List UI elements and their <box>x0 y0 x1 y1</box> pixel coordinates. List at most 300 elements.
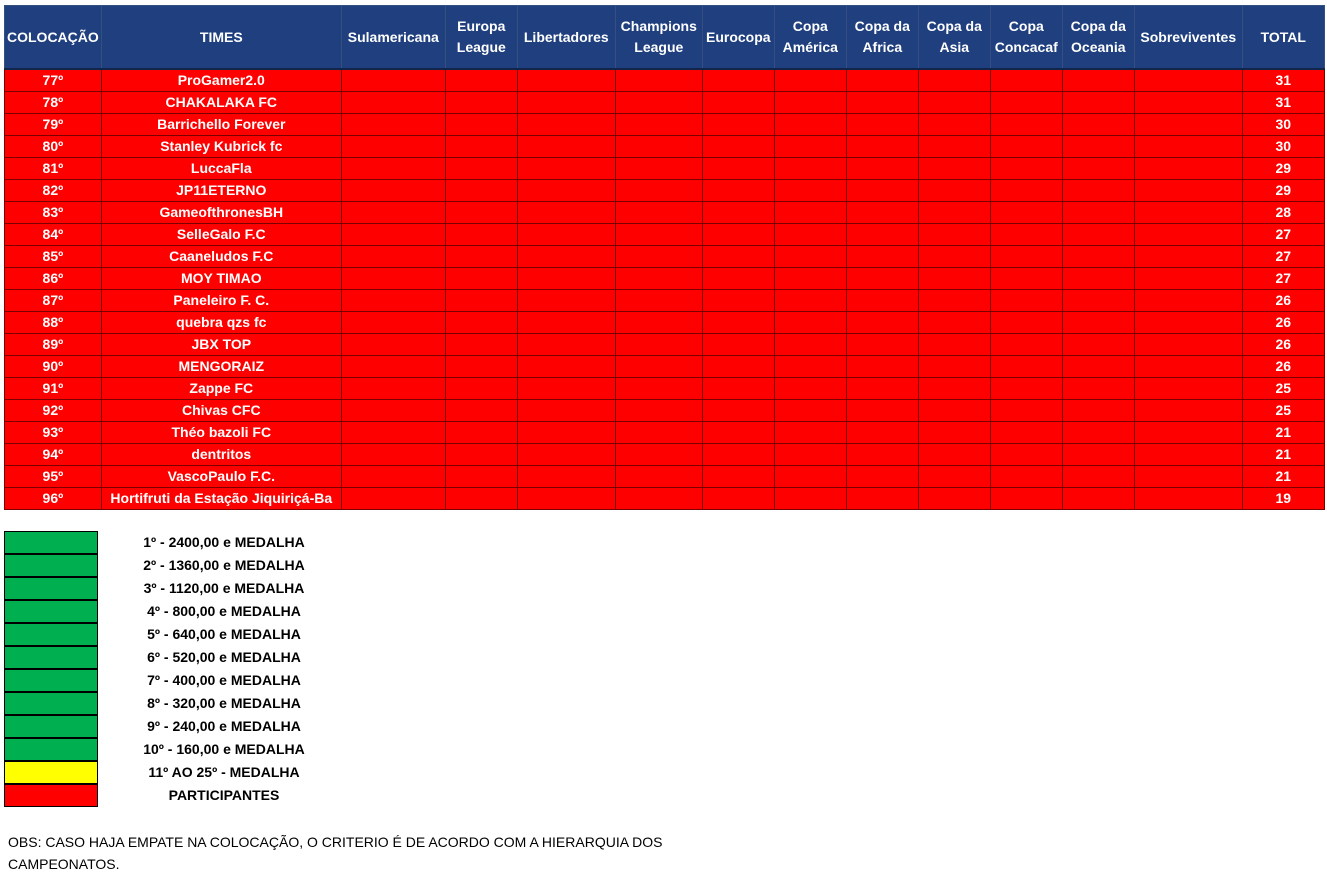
score-cell <box>445 136 517 158</box>
table-row <box>5 69 1325 92</box>
legend-label: PARTICIPANTES <box>168 787 280 803</box>
score-cell <box>846 268 918 290</box>
score-cell <box>990 180 1062 202</box>
score-cell <box>918 312 990 334</box>
team-cell: JP11ETERNO <box>101 180 341 202</box>
score-cell <box>1062 224 1134 246</box>
position-cell: 86º <box>5 268 102 290</box>
total-cell: 27 <box>1242 268 1324 290</box>
score-cell <box>1134 312 1242 334</box>
team-cell: ProGamer2.0 <box>101 69 341 92</box>
score-cell <box>774 400 846 422</box>
score-cell <box>445 466 517 488</box>
score-cell <box>1134 334 1242 356</box>
header-total: TOTAL <box>1242 6 1324 70</box>
score-cell <box>1062 158 1134 180</box>
legend-item <box>4 646 404 669</box>
header-copa-oceania: Copa da Oceania <box>1062 6 1134 70</box>
legend-label: 6º - 520,00 e MEDALHA <box>147 649 301 665</box>
legend-label: 7º - 400,00 e MEDALHA <box>147 672 301 688</box>
score-cell <box>918 158 990 180</box>
legend-item <box>4 531 404 554</box>
total-cell: 28 <box>1242 202 1324 224</box>
score-cell <box>918 268 990 290</box>
header-eurocopa: Eurocopa <box>702 6 774 70</box>
header-copa-america: Copa América <box>774 6 846 70</box>
legend-label: 4º - 800,00 e MEDALHA <box>147 603 301 619</box>
score-cell <box>341 202 445 224</box>
total-cell: 25 <box>1242 378 1324 400</box>
score-cell <box>1134 92 1242 114</box>
score-cell <box>702 312 774 334</box>
score-cell <box>990 246 1062 268</box>
header-colocacao: COLOCAÇÃO <box>5 6 102 70</box>
score-cell <box>1134 422 1242 444</box>
score-cell <box>990 114 1062 136</box>
score-cell <box>615 224 702 246</box>
score-cell <box>1062 466 1134 488</box>
legend-swatch <box>4 623 98 646</box>
header-champions-league: Champions League <box>615 6 702 70</box>
position-cell: 79º <box>5 114 102 136</box>
score-cell <box>341 444 445 466</box>
score-cell <box>615 466 702 488</box>
score-cell <box>990 69 1062 92</box>
score-cell <box>702 488 774 510</box>
score-cell <box>918 92 990 114</box>
score-cell <box>615 356 702 378</box>
legend-label: 2º - 1360,00 e MEDALHA <box>143 557 305 573</box>
team-cell: LuccaFla <box>101 158 341 180</box>
total-cell: 26 <box>1242 356 1324 378</box>
score-cell <box>445 312 517 334</box>
score-cell <box>517 136 615 158</box>
score-cell <box>846 202 918 224</box>
legend-label: 5º - 640,00 e MEDALHA <box>147 626 301 642</box>
legend-label: 11º AO 25º - MEDALHA <box>148 764 300 780</box>
score-cell <box>1134 69 1242 92</box>
score-cell <box>615 378 702 400</box>
score-cell <box>774 224 846 246</box>
score-cell <box>990 158 1062 180</box>
legend-item <box>4 669 404 692</box>
score-cell <box>341 378 445 400</box>
score-cell <box>702 334 774 356</box>
score-cell <box>846 422 918 444</box>
table-row <box>5 180 1325 202</box>
table-row <box>5 444 1325 466</box>
team-cell: JBX TOP <box>101 334 341 356</box>
score-cell <box>702 356 774 378</box>
table-row <box>5 312 1325 334</box>
score-cell <box>1134 400 1242 422</box>
score-cell <box>445 224 517 246</box>
position-cell: 87º <box>5 290 102 312</box>
score-cell <box>517 400 615 422</box>
table-row <box>5 114 1325 136</box>
total-cell: 29 <box>1242 158 1324 180</box>
score-cell <box>445 268 517 290</box>
position-cell: 92º <box>5 400 102 422</box>
score-cell <box>1134 114 1242 136</box>
score-cell <box>1134 268 1242 290</box>
legend-swatch <box>4 554 98 577</box>
score-cell <box>702 400 774 422</box>
score-cell <box>517 422 615 444</box>
legend-item <box>4 738 404 761</box>
total-cell: 26 <box>1242 312 1324 334</box>
score-cell <box>702 92 774 114</box>
table-row <box>5 268 1325 290</box>
score-cell <box>846 444 918 466</box>
team-cell: Hortifruti da Estação Jiquiriçá-Ba <box>101 488 341 510</box>
position-cell: 89º <box>5 334 102 356</box>
score-cell <box>846 246 918 268</box>
score-cell <box>445 488 517 510</box>
score-cell <box>445 114 517 136</box>
score-cell <box>1134 180 1242 202</box>
header-sulamericana: Sulamericana <box>341 6 445 70</box>
score-cell <box>1062 444 1134 466</box>
score-cell <box>615 290 702 312</box>
score-cell <box>846 180 918 202</box>
score-cell <box>702 158 774 180</box>
score-cell <box>1062 69 1134 92</box>
ranking-table <box>4 5 1325 510</box>
team-cell: Stanley Kubrick fc <box>101 136 341 158</box>
table-row <box>5 400 1325 422</box>
score-cell <box>517 92 615 114</box>
table-row <box>5 356 1325 378</box>
score-cell <box>846 92 918 114</box>
score-cell <box>517 224 615 246</box>
score-cell <box>517 158 615 180</box>
score-cell <box>341 422 445 444</box>
table-row <box>5 334 1325 356</box>
score-cell <box>445 444 517 466</box>
score-cell <box>615 268 702 290</box>
score-cell <box>846 356 918 378</box>
score-cell <box>918 290 990 312</box>
score-cell <box>846 224 918 246</box>
position-cell: 83º <box>5 202 102 224</box>
score-cell <box>774 92 846 114</box>
score-cell <box>702 69 774 92</box>
score-cell <box>341 356 445 378</box>
total-cell: 31 <box>1242 92 1324 114</box>
table-row <box>5 290 1325 312</box>
score-cell <box>341 246 445 268</box>
score-cell <box>846 136 918 158</box>
legend-swatch <box>4 715 98 738</box>
total-cell: 31 <box>1242 69 1324 92</box>
total-cell: 26 <box>1242 334 1324 356</box>
score-cell <box>615 246 702 268</box>
legend-swatch <box>4 784 98 807</box>
legend-swatch <box>4 531 98 554</box>
score-cell <box>918 69 990 92</box>
score-cell <box>918 136 990 158</box>
legend-item <box>4 600 404 623</box>
score-cell <box>445 202 517 224</box>
score-cell <box>990 268 1062 290</box>
position-cell: 95º <box>5 466 102 488</box>
score-cell <box>615 114 702 136</box>
score-cell <box>517 444 615 466</box>
total-cell: 26 <box>1242 290 1324 312</box>
legend-item <box>4 715 404 738</box>
score-cell <box>774 268 846 290</box>
score-cell <box>341 92 445 114</box>
score-cell <box>702 136 774 158</box>
score-cell <box>1062 136 1134 158</box>
score-cell <box>1062 92 1134 114</box>
score-cell <box>445 334 517 356</box>
score-cell <box>341 136 445 158</box>
legend-swatch <box>4 738 98 761</box>
prize-legend <box>4 531 404 807</box>
score-cell <box>517 378 615 400</box>
score-cell <box>445 69 517 92</box>
table-row <box>5 488 1325 510</box>
score-cell <box>1134 202 1242 224</box>
score-cell <box>615 422 702 444</box>
team-cell: Paneleiro F. C. <box>101 290 341 312</box>
legend-item <box>4 761 404 784</box>
score-cell <box>615 488 702 510</box>
team-cell: Barrichello Forever <box>101 114 341 136</box>
score-cell <box>1134 136 1242 158</box>
team-cell: CHAKALAKA FC <box>101 92 341 114</box>
table-row <box>5 136 1325 158</box>
total-cell: 25 <box>1242 400 1324 422</box>
score-cell <box>1134 290 1242 312</box>
score-cell <box>774 422 846 444</box>
score-cell <box>341 268 445 290</box>
team-cell: GameofthronesBH <box>101 202 341 224</box>
tiebreak-note: OBS: CASO HAJA EMPATE NA COLOCAÇÃO, O CRITERIO É DE ACORDO COM A HIERARQUIA DOS CAMPEONATOS. <box>8 834 663 872</box>
score-cell <box>445 158 517 180</box>
position-cell: 91º <box>5 378 102 400</box>
legend-label: 10º - 160,00 e MEDALHA <box>143 741 305 757</box>
score-cell <box>1062 180 1134 202</box>
score-cell <box>1062 268 1134 290</box>
position-cell: 88º <box>5 312 102 334</box>
score-cell <box>445 290 517 312</box>
score-cell <box>702 114 774 136</box>
position-cell: 77º <box>5 69 102 92</box>
score-cell <box>1062 400 1134 422</box>
score-cell <box>702 202 774 224</box>
score-cell <box>774 334 846 356</box>
score-cell <box>445 400 517 422</box>
score-cell <box>517 334 615 356</box>
position-cell: 81º <box>5 158 102 180</box>
table-row <box>5 422 1325 444</box>
score-cell <box>774 378 846 400</box>
score-cell <box>1062 488 1134 510</box>
legend-swatch <box>4 669 98 692</box>
score-cell <box>918 422 990 444</box>
score-cell <box>846 400 918 422</box>
score-cell <box>517 246 615 268</box>
legend-item <box>4 554 404 577</box>
score-cell <box>990 136 1062 158</box>
score-cell <box>341 69 445 92</box>
score-cell <box>445 356 517 378</box>
score-cell <box>341 312 445 334</box>
total-cell: 21 <box>1242 444 1324 466</box>
score-cell <box>517 180 615 202</box>
team-cell: dentritos <box>101 444 341 466</box>
table-row <box>5 158 1325 180</box>
score-cell <box>1062 290 1134 312</box>
score-cell <box>1062 422 1134 444</box>
team-cell: VascoPaulo F.C. <box>101 466 341 488</box>
team-cell: MENGORAIZ <box>101 356 341 378</box>
legend-swatch <box>4 600 98 623</box>
score-cell <box>1062 114 1134 136</box>
score-cell <box>990 356 1062 378</box>
score-cell <box>990 290 1062 312</box>
team-cell: Chivas CFC <box>101 400 341 422</box>
score-cell <box>918 378 990 400</box>
position-cell: 93º <box>5 422 102 444</box>
score-cell <box>1062 312 1134 334</box>
score-cell <box>774 180 846 202</box>
total-cell: 21 <box>1242 466 1324 488</box>
table-row <box>5 246 1325 268</box>
score-cell <box>1134 466 1242 488</box>
score-cell <box>615 444 702 466</box>
score-cell <box>615 92 702 114</box>
team-cell: Théo bazoli FC <box>101 422 341 444</box>
total-cell: 29 <box>1242 180 1324 202</box>
score-cell <box>918 334 990 356</box>
score-cell <box>1062 202 1134 224</box>
score-cell <box>1062 246 1134 268</box>
table-row <box>5 202 1325 224</box>
score-cell <box>774 136 846 158</box>
legend-label: 3º - 1120,00 e MEDALHA <box>143 580 305 596</box>
score-cell <box>341 400 445 422</box>
score-cell <box>774 312 846 334</box>
score-cell <box>918 466 990 488</box>
position-cell: 96º <box>5 488 102 510</box>
score-cell <box>774 356 846 378</box>
score-cell <box>517 268 615 290</box>
team-cell: SelleGalo F.C <box>101 224 341 246</box>
score-cell <box>517 356 615 378</box>
position-cell: 85º <box>5 246 102 268</box>
score-cell <box>918 488 990 510</box>
team-cell: quebra qzs fc <box>101 312 341 334</box>
score-cell <box>615 202 702 224</box>
header-copa-africa: Copa da Africa <box>846 6 918 70</box>
score-cell <box>702 180 774 202</box>
score-cell <box>774 444 846 466</box>
score-cell <box>990 422 1062 444</box>
score-cell <box>774 158 846 180</box>
score-cell <box>615 180 702 202</box>
score-cell <box>1134 444 1242 466</box>
legend-swatch <box>4 761 98 784</box>
score-cell <box>774 466 846 488</box>
score-cell <box>615 312 702 334</box>
score-cell <box>341 224 445 246</box>
score-cell <box>774 114 846 136</box>
score-cell <box>918 114 990 136</box>
total-cell: 30 <box>1242 114 1324 136</box>
score-cell <box>918 400 990 422</box>
header-libertadores: Libertadores <box>517 6 615 70</box>
score-cell <box>445 422 517 444</box>
score-cell <box>1134 488 1242 510</box>
score-cell <box>1134 158 1242 180</box>
legend-item <box>4 784 404 807</box>
table-row <box>5 378 1325 400</box>
legend-label: 1º - 2400,00 e MEDALHA <box>143 534 305 550</box>
score-cell <box>1062 356 1134 378</box>
score-cell <box>846 378 918 400</box>
score-cell <box>918 180 990 202</box>
score-cell <box>517 290 615 312</box>
legend-swatch <box>4 692 98 715</box>
legend-item <box>4 692 404 715</box>
score-cell <box>1062 378 1134 400</box>
score-cell <box>702 224 774 246</box>
score-cell <box>918 202 990 224</box>
score-cell <box>702 268 774 290</box>
score-cell <box>445 378 517 400</box>
score-cell <box>990 466 1062 488</box>
header-europa-league: Europa League <box>445 6 517 70</box>
score-cell <box>990 202 1062 224</box>
table-row <box>5 92 1325 114</box>
score-cell <box>990 488 1062 510</box>
score-cell <box>445 180 517 202</box>
score-cell <box>702 246 774 268</box>
score-cell <box>846 290 918 312</box>
team-cell: Zappe FC <box>101 378 341 400</box>
score-cell <box>846 158 918 180</box>
score-cell <box>1134 224 1242 246</box>
score-cell <box>517 488 615 510</box>
score-cell <box>341 114 445 136</box>
total-cell: 27 <box>1242 224 1324 246</box>
total-cell: 30 <box>1242 136 1324 158</box>
team-cell: MOY TIMAO <box>101 268 341 290</box>
score-cell <box>702 466 774 488</box>
score-cell <box>702 422 774 444</box>
legend-item <box>4 577 404 600</box>
score-cell <box>341 158 445 180</box>
score-cell <box>341 290 445 312</box>
header-copa-concacaf: Copa Concacaf <box>990 6 1062 70</box>
position-cell: 84º <box>5 224 102 246</box>
header-copa-asia: Copa da Asia <box>918 6 990 70</box>
score-cell <box>918 356 990 378</box>
total-cell: 19 <box>1242 488 1324 510</box>
score-cell <box>702 378 774 400</box>
score-cell <box>517 202 615 224</box>
score-cell <box>615 158 702 180</box>
score-cell <box>1134 246 1242 268</box>
ranking-body <box>5 69 1325 510</box>
score-cell <box>341 180 445 202</box>
score-cell <box>615 400 702 422</box>
position-cell: 90º <box>5 356 102 378</box>
